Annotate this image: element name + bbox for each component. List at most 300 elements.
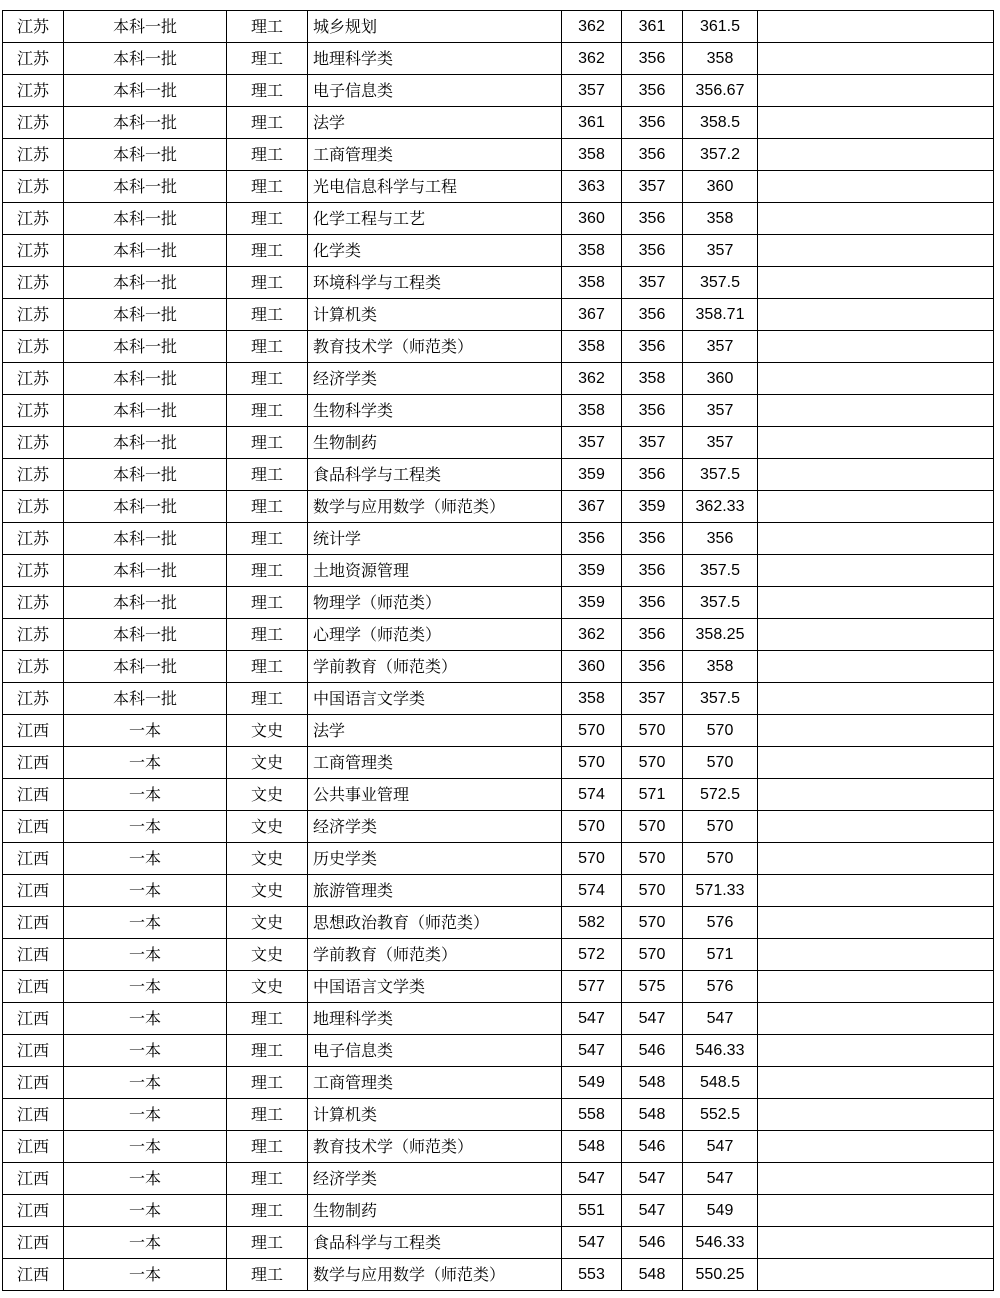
- note-cell: [758, 171, 994, 203]
- table-row: [3, 843, 994, 875]
- province-cell: 江西: [3, 1227, 64, 1259]
- batch-cell: 一本: [64, 1195, 227, 1227]
- batch-cell: 本科一批: [64, 619, 227, 651]
- min-score-cell: 356: [622, 107, 683, 139]
- category-cell: 文史: [227, 811, 308, 843]
- table-row: [3, 459, 994, 491]
- avg-score-cell: 362.33: [683, 491, 758, 523]
- table-row: [3, 811, 994, 843]
- category-cell: 理工: [227, 1003, 308, 1035]
- min-score-cell: 357: [622, 171, 683, 203]
- table-row: [3, 683, 994, 715]
- major-cell: 法学: [308, 715, 562, 747]
- batch-cell: 本科一批: [64, 75, 227, 107]
- min-score-cell: 570: [622, 907, 683, 939]
- note-cell: [758, 11, 994, 43]
- table-row: [3, 139, 994, 171]
- max-score-cell: 547: [562, 1003, 622, 1035]
- major-cell: 计算机类: [308, 299, 562, 331]
- min-score-cell: 356: [622, 459, 683, 491]
- avg-score-cell: 356.67: [683, 75, 758, 107]
- max-score-cell: 360: [562, 203, 622, 235]
- province-cell: 江苏: [3, 203, 64, 235]
- min-score-cell: 356: [622, 523, 683, 555]
- province-cell: 江西: [3, 1035, 64, 1067]
- note-cell: [758, 459, 994, 491]
- batch-cell: 一本: [64, 1259, 227, 1291]
- avg-score-cell: 357.5: [683, 267, 758, 299]
- major-cell: 食品科学与工程类: [308, 1227, 562, 1259]
- avg-score-cell: 357.5: [683, 683, 758, 715]
- batch-cell: 一本: [64, 907, 227, 939]
- table-row: [3, 939, 994, 971]
- min-score-cell: 570: [622, 715, 683, 747]
- category-cell: 文史: [227, 715, 308, 747]
- province-cell: 江苏: [3, 43, 64, 75]
- province-cell: 江苏: [3, 523, 64, 555]
- max-score-cell: 360: [562, 651, 622, 683]
- table-row: [3, 171, 994, 203]
- min-score-cell: 357: [622, 683, 683, 715]
- major-cell: 化学工程与工艺: [308, 203, 562, 235]
- category-cell: 理工: [227, 267, 308, 299]
- province-cell: 江西: [3, 1195, 64, 1227]
- major-cell: 数学与应用数学（师范类）: [308, 491, 562, 523]
- max-score-cell: 558: [562, 1099, 622, 1131]
- batch-cell: 本科一批: [64, 203, 227, 235]
- min-score-cell: 356: [622, 235, 683, 267]
- province-cell: 江苏: [3, 651, 64, 683]
- category-cell: 理工: [227, 75, 308, 107]
- avg-score-cell: 571: [683, 939, 758, 971]
- province-cell: 江西: [3, 811, 64, 843]
- major-cell: 中国语言文学类: [308, 971, 562, 1003]
- score-table: [2, 10, 994, 1291]
- note-cell: [758, 75, 994, 107]
- major-cell: 电子信息类: [308, 75, 562, 107]
- category-cell: 理工: [227, 555, 308, 587]
- batch-cell: 本科一批: [64, 683, 227, 715]
- category-cell: 理工: [227, 203, 308, 235]
- min-score-cell: 356: [622, 75, 683, 107]
- avg-score-cell: 357: [683, 331, 758, 363]
- avg-score-cell: 547: [683, 1163, 758, 1195]
- min-score-cell: 356: [622, 299, 683, 331]
- table-row: [3, 1131, 994, 1163]
- max-score-cell: 359: [562, 587, 622, 619]
- min-score-cell: 571: [622, 779, 683, 811]
- note-cell: [758, 395, 994, 427]
- category-cell: 理工: [227, 491, 308, 523]
- min-score-cell: 356: [622, 395, 683, 427]
- category-cell: 文史: [227, 875, 308, 907]
- province-cell: 江苏: [3, 11, 64, 43]
- avg-score-cell: 576: [683, 907, 758, 939]
- category-cell: 理工: [227, 1195, 308, 1227]
- major-cell: 生物科学类: [308, 395, 562, 427]
- note-cell: [758, 779, 994, 811]
- province-cell: 江苏: [3, 75, 64, 107]
- batch-cell: 一本: [64, 811, 227, 843]
- note-cell: [758, 299, 994, 331]
- avg-score-cell: 357.5: [683, 587, 758, 619]
- max-score-cell: 570: [562, 843, 622, 875]
- category-cell: 理工: [227, 683, 308, 715]
- category-cell: 理工: [227, 331, 308, 363]
- min-score-cell: 570: [622, 939, 683, 971]
- avg-score-cell: 357.5: [683, 555, 758, 587]
- batch-cell: 本科一批: [64, 395, 227, 427]
- max-score-cell: 358: [562, 235, 622, 267]
- major-cell: 经济学类: [308, 811, 562, 843]
- max-score-cell: 362: [562, 43, 622, 75]
- batch-cell: 本科一批: [64, 11, 227, 43]
- table-row: [3, 1067, 994, 1099]
- avg-score-cell: 360: [683, 363, 758, 395]
- avg-score-cell: 357: [683, 395, 758, 427]
- table-row: [3, 395, 994, 427]
- min-score-cell: 547: [622, 1195, 683, 1227]
- avg-score-cell: 550.25: [683, 1259, 758, 1291]
- avg-score-cell: 546.33: [683, 1035, 758, 1067]
- table-row: [3, 107, 994, 139]
- table-row: [3, 1099, 994, 1131]
- max-score-cell: 582: [562, 907, 622, 939]
- batch-cell: 本科一批: [64, 235, 227, 267]
- category-cell: 理工: [227, 1067, 308, 1099]
- table-row: [3, 331, 994, 363]
- major-cell: 土地资源管理: [308, 555, 562, 587]
- category-cell: 理工: [227, 235, 308, 267]
- note-cell: [758, 811, 994, 843]
- province-cell: 江苏: [3, 427, 64, 459]
- major-cell: 城乡规划: [308, 11, 562, 43]
- major-cell: 中国语言文学类: [308, 683, 562, 715]
- category-cell: 文史: [227, 939, 308, 971]
- note-cell: [758, 523, 994, 555]
- max-score-cell: 359: [562, 459, 622, 491]
- avg-score-cell: 547: [683, 1131, 758, 1163]
- major-cell: 工商管理类: [308, 747, 562, 779]
- province-cell: 江苏: [3, 363, 64, 395]
- avg-score-cell: 570: [683, 843, 758, 875]
- min-score-cell: 546: [622, 1131, 683, 1163]
- min-score-cell: 356: [622, 555, 683, 587]
- table-row: [3, 43, 994, 75]
- max-score-cell: 357: [562, 427, 622, 459]
- table-row: [3, 1003, 994, 1035]
- min-score-cell: 356: [622, 43, 683, 75]
- province-cell: 江苏: [3, 683, 64, 715]
- table-row: [3, 875, 994, 907]
- major-cell: 物理学（师范类）: [308, 587, 562, 619]
- province-cell: 江苏: [3, 587, 64, 619]
- batch-cell: 一本: [64, 1163, 227, 1195]
- table-row: [3, 1195, 994, 1227]
- note-cell: [758, 107, 994, 139]
- batch-cell: 一本: [64, 1003, 227, 1035]
- category-cell: 理工: [227, 1163, 308, 1195]
- note-cell: [758, 1131, 994, 1163]
- batch-cell: 一本: [64, 971, 227, 1003]
- max-score-cell: 577: [562, 971, 622, 1003]
- note-cell: [758, 203, 994, 235]
- score-table-body: [3, 11, 994, 1291]
- province-cell: 江苏: [3, 171, 64, 203]
- batch-cell: 一本: [64, 1131, 227, 1163]
- max-score-cell: 551: [562, 1195, 622, 1227]
- province-cell: 江西: [3, 1099, 64, 1131]
- min-score-cell: 575: [622, 971, 683, 1003]
- table-row: [3, 299, 994, 331]
- max-score-cell: 548: [562, 1131, 622, 1163]
- note-cell: [758, 1259, 994, 1291]
- max-score-cell: 570: [562, 715, 622, 747]
- category-cell: 理工: [227, 363, 308, 395]
- category-cell: 理工: [227, 1099, 308, 1131]
- batch-cell: 一本: [64, 1227, 227, 1259]
- major-cell: 法学: [308, 107, 562, 139]
- batch-cell: 本科一批: [64, 107, 227, 139]
- max-score-cell: 547: [562, 1163, 622, 1195]
- max-score-cell: 367: [562, 491, 622, 523]
- min-score-cell: 356: [622, 619, 683, 651]
- batch-cell: 本科一批: [64, 427, 227, 459]
- table-row: [3, 363, 994, 395]
- major-cell: 教育技术学（师范类）: [308, 1131, 562, 1163]
- table-row: [3, 1259, 994, 1291]
- province-cell: 江西: [3, 1131, 64, 1163]
- province-cell: 江西: [3, 715, 64, 747]
- batch-cell: 本科一批: [64, 331, 227, 363]
- note-cell: [758, 939, 994, 971]
- category-cell: 理工: [227, 427, 308, 459]
- province-cell: 江苏: [3, 331, 64, 363]
- table-row: [3, 971, 994, 1003]
- category-cell: 文史: [227, 843, 308, 875]
- note-cell: [758, 43, 994, 75]
- max-score-cell: 553: [562, 1259, 622, 1291]
- note-cell: [758, 619, 994, 651]
- avg-score-cell: 572.5: [683, 779, 758, 811]
- table-row: [3, 203, 994, 235]
- table-row: [3, 587, 994, 619]
- category-cell: 理工: [227, 1131, 308, 1163]
- table-row: [3, 779, 994, 811]
- note-cell: [758, 907, 994, 939]
- category-cell: 理工: [227, 523, 308, 555]
- min-score-cell: 356: [622, 587, 683, 619]
- note-cell: [758, 491, 994, 523]
- batch-cell: 本科一批: [64, 587, 227, 619]
- major-cell: 电子信息类: [308, 1035, 562, 1067]
- major-cell: 环境科学与工程类: [308, 267, 562, 299]
- min-score-cell: 547: [622, 1163, 683, 1195]
- min-score-cell: 547: [622, 1003, 683, 1035]
- province-cell: 江苏: [3, 491, 64, 523]
- min-score-cell: 546: [622, 1035, 683, 1067]
- category-cell: 文史: [227, 907, 308, 939]
- max-score-cell: 358: [562, 331, 622, 363]
- avg-score-cell: 552.5: [683, 1099, 758, 1131]
- table-row: [3, 491, 994, 523]
- table-row: [3, 235, 994, 267]
- batch-cell: 本科一批: [64, 491, 227, 523]
- note-cell: [758, 715, 994, 747]
- max-score-cell: 570: [562, 747, 622, 779]
- province-cell: 江苏: [3, 459, 64, 491]
- batch-cell: 本科一批: [64, 43, 227, 75]
- min-score-cell: 356: [622, 331, 683, 363]
- category-cell: 理工: [227, 1035, 308, 1067]
- category-cell: 理工: [227, 107, 308, 139]
- avg-score-cell: 546.33: [683, 1227, 758, 1259]
- max-score-cell: 356: [562, 523, 622, 555]
- major-cell: 光电信息科学与工程: [308, 171, 562, 203]
- table-row: [3, 1163, 994, 1195]
- avg-score-cell: 358.5: [683, 107, 758, 139]
- min-score-cell: 358: [622, 363, 683, 395]
- table-row: [3, 75, 994, 107]
- major-cell: 心理学（师范类）: [308, 619, 562, 651]
- batch-cell: 本科一批: [64, 299, 227, 331]
- category-cell: 理工: [227, 651, 308, 683]
- province-cell: 江苏: [3, 139, 64, 171]
- major-cell: 食品科学与工程类: [308, 459, 562, 491]
- category-cell: 理工: [227, 619, 308, 651]
- province-cell: 江西: [3, 1163, 64, 1195]
- min-score-cell: 357: [622, 267, 683, 299]
- min-score-cell: 361: [622, 11, 683, 43]
- max-score-cell: 367: [562, 299, 622, 331]
- major-cell: 生物制药: [308, 1195, 562, 1227]
- note-cell: [758, 1003, 994, 1035]
- min-score-cell: 356: [622, 651, 683, 683]
- avg-score-cell: 357.5: [683, 459, 758, 491]
- province-cell: 江西: [3, 1259, 64, 1291]
- note-cell: [758, 1067, 994, 1099]
- batch-cell: 本科一批: [64, 523, 227, 555]
- avg-score-cell: 358: [683, 43, 758, 75]
- min-score-cell: 357: [622, 427, 683, 459]
- note-cell: [758, 747, 994, 779]
- max-score-cell: 363: [562, 171, 622, 203]
- max-score-cell: 362: [562, 619, 622, 651]
- batch-cell: 本科一批: [64, 555, 227, 587]
- province-cell: 江苏: [3, 555, 64, 587]
- min-score-cell: 548: [622, 1099, 683, 1131]
- province-cell: 江西: [3, 907, 64, 939]
- avg-score-cell: 576: [683, 971, 758, 1003]
- major-cell: 经济学类: [308, 363, 562, 395]
- max-score-cell: 358: [562, 683, 622, 715]
- category-cell: 理工: [227, 459, 308, 491]
- table-row: [3, 523, 994, 555]
- avg-score-cell: 358: [683, 651, 758, 683]
- note-cell: [758, 555, 994, 587]
- min-score-cell: 548: [622, 1067, 683, 1099]
- avg-score-cell: 358.71: [683, 299, 758, 331]
- max-score-cell: 574: [562, 875, 622, 907]
- avg-score-cell: 360: [683, 171, 758, 203]
- major-cell: 地理科学类: [308, 1003, 562, 1035]
- batch-cell: 一本: [64, 747, 227, 779]
- major-cell: 统计学: [308, 523, 562, 555]
- avg-score-cell: 547: [683, 1003, 758, 1035]
- min-score-cell: 546: [622, 1227, 683, 1259]
- note-cell: [758, 971, 994, 1003]
- batch-cell: 一本: [64, 1067, 227, 1099]
- max-score-cell: 547: [562, 1227, 622, 1259]
- major-cell: 工商管理类: [308, 1067, 562, 1099]
- min-score-cell: 570: [622, 843, 683, 875]
- avg-score-cell: 570: [683, 747, 758, 779]
- province-cell: 江苏: [3, 107, 64, 139]
- major-cell: 化学类: [308, 235, 562, 267]
- note-cell: [758, 875, 994, 907]
- avg-score-cell: 357.2: [683, 139, 758, 171]
- table-row: [3, 11, 994, 43]
- category-cell: 文史: [227, 747, 308, 779]
- min-score-cell: 570: [622, 875, 683, 907]
- note-cell: [758, 683, 994, 715]
- max-score-cell: 549: [562, 1067, 622, 1099]
- avg-score-cell: 549: [683, 1195, 758, 1227]
- major-cell: 工商管理类: [308, 139, 562, 171]
- category-cell: 文史: [227, 779, 308, 811]
- batch-cell: 一本: [64, 939, 227, 971]
- note-cell: [758, 1099, 994, 1131]
- table-row: [3, 267, 994, 299]
- avg-score-cell: 356: [683, 523, 758, 555]
- note-cell: [758, 363, 994, 395]
- table-row: [3, 715, 994, 747]
- avg-score-cell: 357: [683, 235, 758, 267]
- province-cell: 江苏: [3, 299, 64, 331]
- province-cell: 江西: [3, 875, 64, 907]
- max-score-cell: 572: [562, 939, 622, 971]
- table-row: [3, 427, 994, 459]
- note-cell: [758, 587, 994, 619]
- major-cell: 教育技术学（师范类）: [308, 331, 562, 363]
- table-row: [3, 555, 994, 587]
- note-cell: [758, 843, 994, 875]
- avg-score-cell: 361.5: [683, 11, 758, 43]
- batch-cell: 本科一批: [64, 139, 227, 171]
- major-cell: 学前教育（师范类）: [308, 651, 562, 683]
- province-cell: 江西: [3, 939, 64, 971]
- category-cell: 理工: [227, 1227, 308, 1259]
- max-score-cell: 358: [562, 267, 622, 299]
- table-row: [3, 747, 994, 779]
- batch-cell: 一本: [64, 875, 227, 907]
- avg-score-cell: 358.25: [683, 619, 758, 651]
- province-cell: 江西: [3, 1067, 64, 1099]
- major-cell: 思想政治教育（师范类）: [308, 907, 562, 939]
- category-cell: 理工: [227, 171, 308, 203]
- min-score-cell: 548: [622, 1259, 683, 1291]
- province-cell: 江西: [3, 779, 64, 811]
- major-cell: 生物制药: [308, 427, 562, 459]
- avg-score-cell: 570: [683, 715, 758, 747]
- avg-score-cell: 357: [683, 427, 758, 459]
- table-row: [3, 1227, 994, 1259]
- batch-cell: 本科一批: [64, 363, 227, 395]
- note-cell: [758, 331, 994, 363]
- min-score-cell: 356: [622, 203, 683, 235]
- max-score-cell: 362: [562, 11, 622, 43]
- province-cell: 江苏: [3, 395, 64, 427]
